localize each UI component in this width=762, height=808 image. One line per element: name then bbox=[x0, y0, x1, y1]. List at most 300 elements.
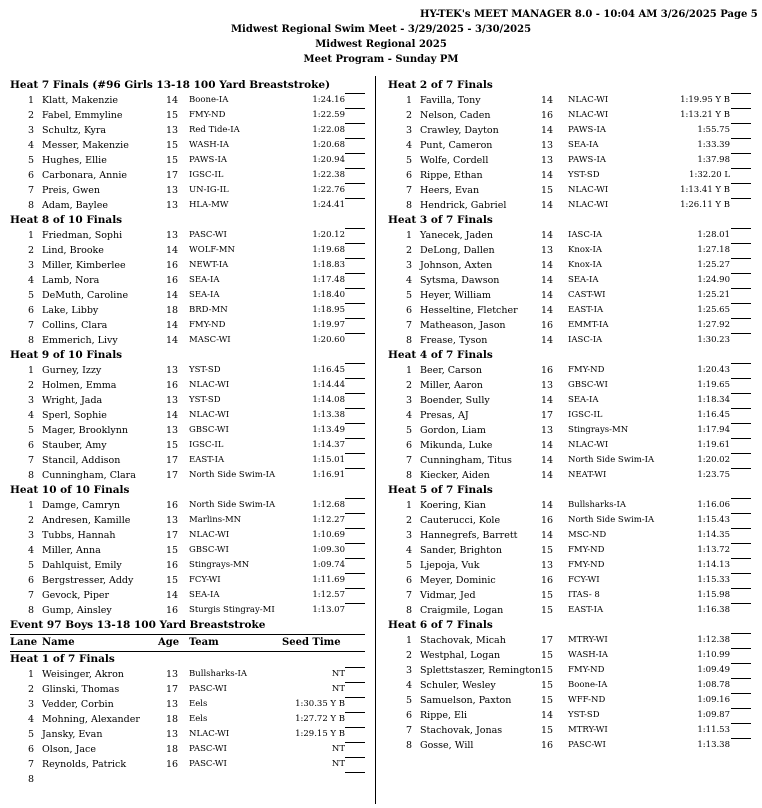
team-name: North Side Swim-IA bbox=[189, 500, 276, 510]
lane-number: 5 bbox=[27, 425, 34, 436]
heat-header: Heat 2 of 7 Finals bbox=[388, 79, 493, 91]
team-name: FMY-ND bbox=[568, 560, 605, 570]
team-name: North Side Swim-IA bbox=[189, 470, 276, 480]
seed-time: 1:13.41 Y B bbox=[680, 185, 730, 195]
lane-number: 5 bbox=[27, 560, 34, 571]
swimmer-name: Schultz, Kyra bbox=[42, 125, 107, 136]
swimmer-name: Nelson, Caden bbox=[420, 110, 491, 121]
team-name: SEA-IA bbox=[568, 275, 599, 285]
result-blank-line bbox=[345, 468, 365, 469]
team-name: Marlins-MN bbox=[189, 515, 242, 525]
entry-row bbox=[10, 393, 365, 408]
result-blank-line bbox=[731, 498, 751, 499]
swimmer-age: 14 bbox=[540, 275, 554, 286]
lane-number: 1 bbox=[27, 230, 34, 241]
result-blank-line bbox=[731, 708, 751, 709]
team-name: BRD-MN bbox=[189, 305, 228, 315]
entry-row bbox=[10, 243, 365, 258]
result-blank-line bbox=[345, 318, 365, 319]
entry-row bbox=[10, 183, 365, 198]
entry-row bbox=[10, 712, 365, 727]
team-name: FMY-ND bbox=[568, 665, 605, 675]
swimmer-age: 13 bbox=[165, 125, 179, 136]
entry-row bbox=[388, 153, 753, 168]
entry-row bbox=[388, 468, 753, 483]
swimmer-name: Cauterucci, Kole bbox=[420, 515, 501, 526]
result-blank-line bbox=[731, 603, 751, 604]
seed-time: 1:15.01 bbox=[312, 455, 345, 465]
entry-row bbox=[388, 288, 753, 303]
swimmer-age: 14 bbox=[540, 125, 554, 136]
lane-number: 4 bbox=[27, 140, 34, 151]
swimmer-age: 16 bbox=[540, 515, 554, 526]
entry-row bbox=[10, 318, 365, 333]
swimmer-age: 14 bbox=[540, 440, 554, 451]
result-blank-line bbox=[345, 498, 365, 499]
swimmer-name: Carbonara, Annie bbox=[42, 170, 128, 181]
lane-number: 7 bbox=[405, 185, 412, 196]
team-name: PASC-WI bbox=[189, 744, 227, 754]
team-name: YST-SD bbox=[568, 710, 600, 720]
swimmer-age: 14 bbox=[540, 230, 554, 241]
result-blank-line bbox=[731, 288, 751, 289]
seed-time: 1:27.72 Y B bbox=[295, 714, 345, 724]
seed-time: 1:19.61 bbox=[697, 440, 730, 450]
entry-row bbox=[388, 723, 753, 738]
result-blank-line bbox=[731, 393, 751, 394]
lane-number: 1 bbox=[405, 500, 412, 511]
team-name: NLAC-WI bbox=[189, 530, 230, 540]
entry-row bbox=[10, 742, 365, 757]
entry-row bbox=[10, 697, 365, 712]
entry-row bbox=[388, 183, 753, 198]
lane-number: 6 bbox=[405, 170, 412, 181]
team-name: YST-SD bbox=[568, 170, 600, 180]
team-name: Stingrays-MN bbox=[568, 425, 629, 435]
seed-time: 1:12.27 bbox=[312, 515, 345, 525]
team-name: IGSC-IL bbox=[568, 410, 603, 420]
swimmer-name: Ljepoja, Vuk bbox=[420, 560, 480, 571]
seed-time: 1:24.16 bbox=[312, 95, 345, 105]
team-name: WASH-IA bbox=[189, 140, 230, 150]
swimmer-name: Jansky, Evan bbox=[42, 729, 103, 740]
result-blank-line bbox=[731, 273, 751, 274]
result-blank-line bbox=[731, 153, 751, 154]
lane-number: 3 bbox=[405, 530, 412, 541]
team-name: IGSC-IL bbox=[189, 440, 224, 450]
result-blank-line bbox=[345, 258, 365, 259]
column-header-row bbox=[10, 635, 365, 650]
lane-number: 7 bbox=[405, 590, 412, 601]
lane-number: 4 bbox=[405, 140, 412, 151]
team-name: ITAS- 8 bbox=[568, 590, 600, 600]
seed-time: 1:32.20 L bbox=[689, 170, 730, 180]
entry-row bbox=[10, 543, 365, 558]
result-blank-line bbox=[345, 273, 365, 274]
entry-row bbox=[10, 378, 365, 393]
swimmer-age: 13 bbox=[165, 425, 179, 436]
seed-time: 1:20.12 bbox=[312, 230, 345, 240]
seed-time: 1:30.35 Y B bbox=[295, 699, 345, 709]
seed-time: NT bbox=[331, 669, 345, 679]
swimmer-age: 14 bbox=[165, 95, 179, 106]
swimmer-name: Preis, Gwen bbox=[42, 185, 100, 196]
swimmer-age: 14 bbox=[165, 290, 179, 301]
swimmer-name: Sytsma, Dawson bbox=[420, 275, 500, 286]
entry-row bbox=[388, 738, 753, 753]
column-header-name: Name bbox=[42, 637, 75, 648]
swimmer-age: 17 bbox=[165, 470, 179, 481]
swimmer-age: 15 bbox=[540, 665, 554, 676]
lane-number: 1 bbox=[27, 365, 34, 376]
swimmer-name: Kiecker, Aiden bbox=[420, 470, 490, 481]
swimmer-name: Frease, Tyson bbox=[420, 335, 488, 346]
swimmer-name: Cunningham, Clara bbox=[42, 470, 136, 481]
entry-row bbox=[10, 258, 365, 273]
result-blank-line bbox=[345, 423, 365, 424]
column-divider bbox=[375, 76, 376, 804]
swimmer-age: 16 bbox=[165, 500, 179, 511]
lane-number: 5 bbox=[405, 290, 412, 301]
swimmer-age: 13 bbox=[165, 729, 179, 740]
seed-time: 1:20.68 bbox=[312, 140, 345, 150]
team-name: IASC-IA bbox=[568, 230, 603, 240]
seed-time: 1:14.44 bbox=[312, 380, 345, 390]
lane-number: 5 bbox=[27, 290, 34, 301]
swimmer-name: Miller, Anna bbox=[42, 545, 101, 556]
seed-time: 1:12.38 bbox=[697, 635, 730, 645]
swimmer-age: 15 bbox=[540, 695, 554, 706]
team-name: Boone-IA bbox=[568, 680, 608, 690]
result-blank-line bbox=[345, 288, 365, 289]
heat-header: Heat 9 of 10 Finals bbox=[10, 349, 123, 361]
result-blank-line bbox=[731, 723, 751, 724]
heat-header: Heat 8 of 10 Finals bbox=[10, 214, 123, 226]
team-name: EAST-IA bbox=[189, 455, 225, 465]
lane-number: 2 bbox=[405, 110, 412, 121]
team-name: EMMT-IA bbox=[568, 320, 609, 330]
swimmer-name: Dahlquist, Emily bbox=[42, 560, 122, 571]
swimmer-name: Yanecek, Jaden bbox=[420, 230, 493, 241]
swimmer-name: Favilla, Tony bbox=[420, 95, 481, 106]
entry-row bbox=[10, 682, 365, 697]
swimmer-age: 17 bbox=[540, 410, 554, 421]
swimmer-age: 15 bbox=[540, 185, 554, 196]
swimmer-age: 14 bbox=[540, 290, 554, 301]
team-name: NLAC-WI bbox=[568, 185, 609, 195]
entry-row bbox=[388, 648, 753, 663]
swimmer-age: 16 bbox=[540, 575, 554, 586]
entry-row bbox=[10, 288, 365, 303]
team-name: FCY-WI bbox=[568, 575, 600, 585]
swimmer-name: Sander, Brighton bbox=[420, 545, 502, 556]
entry-row bbox=[10, 757, 365, 772]
seed-time: 1:19.65 bbox=[697, 380, 730, 390]
swimmer-age: 14 bbox=[540, 500, 554, 511]
program-title: Meet Program - Sunday PM bbox=[303, 54, 459, 65]
swimmer-name: Miller, Aaron bbox=[420, 380, 483, 391]
entry-row bbox=[388, 168, 753, 183]
swimmer-name: Matheason, Jason bbox=[420, 320, 506, 331]
result-blank-line bbox=[345, 682, 365, 683]
swimmer-name: Samuelson, Paxton bbox=[420, 695, 512, 706]
lane-number: 3 bbox=[27, 395, 34, 406]
result-blank-line bbox=[345, 138, 365, 139]
swimmer-age: 13 bbox=[540, 245, 554, 256]
swimmer-name: Mager, Brooklynn bbox=[42, 425, 128, 436]
result-blank-line bbox=[731, 738, 751, 739]
seed-time: 1:25.21 bbox=[697, 290, 730, 300]
swimmer-age: 15 bbox=[540, 605, 554, 616]
result-blank-line bbox=[731, 558, 751, 559]
swimmer-age: 18 bbox=[165, 714, 179, 725]
swimmer-name: DeLong, Dallen bbox=[420, 245, 495, 256]
seed-time: NT bbox=[331, 759, 345, 769]
entry-row bbox=[10, 772, 365, 787]
entry-row bbox=[10, 93, 365, 108]
seed-time: 1:27.18 bbox=[697, 245, 730, 255]
swimmer-name: Schuler, Wesley bbox=[420, 680, 496, 691]
swimmer-age: 14 bbox=[540, 710, 554, 721]
lane-number: 4 bbox=[405, 275, 412, 286]
swimmer-age: 14 bbox=[540, 395, 554, 406]
seed-time: 1:12.68 bbox=[312, 500, 345, 510]
seed-time: 1:22.59 bbox=[312, 110, 345, 120]
swimmer-age: 15 bbox=[165, 440, 179, 451]
swimmer-age: 16 bbox=[540, 110, 554, 121]
lane-number: 4 bbox=[405, 680, 412, 691]
swimmer-age: 14 bbox=[540, 530, 554, 541]
team-name: FCY-WI bbox=[189, 575, 221, 585]
lane-number: 8 bbox=[405, 200, 412, 211]
column-header-age: Age bbox=[158, 637, 180, 648]
seed-time: 1:09.49 bbox=[697, 665, 730, 675]
result-blank-line bbox=[345, 742, 365, 743]
swimmer-name: Emmerich, Livy bbox=[42, 335, 118, 346]
swimmer-name: Lind, Brooke bbox=[42, 245, 104, 256]
swimmer-age: 15 bbox=[540, 725, 554, 736]
seed-time: 1:18.95 bbox=[312, 305, 345, 315]
result-blank-line bbox=[345, 757, 365, 758]
entry-row bbox=[388, 318, 753, 333]
entry-row bbox=[10, 273, 365, 288]
team-name: MASC-WI bbox=[189, 335, 231, 345]
swimmer-name: Meyer, Dominic bbox=[420, 575, 496, 586]
seed-time: 1:33.39 bbox=[697, 140, 730, 150]
team-name: Red Tide-IA bbox=[189, 125, 240, 135]
swimmer-name: Stachovak, Micah bbox=[420, 635, 506, 646]
seed-time: 1:20.43 bbox=[697, 365, 730, 375]
swimmer-name: Sperl, Sophie bbox=[42, 410, 107, 421]
entry-row bbox=[388, 423, 753, 438]
meet-title: Midwest Regional Swim Meet - 3/29/2025 - 3/30/2025 bbox=[230, 24, 532, 35]
seed-time: 1:14.35 bbox=[697, 530, 730, 540]
lane-number: 5 bbox=[405, 560, 412, 571]
swimmer-age: 13 bbox=[165, 185, 179, 196]
result-blank-line bbox=[731, 408, 751, 409]
seed-time: 1:19.68 bbox=[312, 245, 345, 255]
team-name: GBSC-WI bbox=[189, 545, 229, 555]
team-name: North Side Swim-IA bbox=[568, 515, 655, 525]
seed-time: 1:37.98 bbox=[697, 155, 730, 165]
result-blank-line bbox=[731, 183, 751, 184]
seed-time: 1:09.16 bbox=[697, 695, 730, 705]
swimmer-name: Westphal, Logan bbox=[420, 650, 501, 661]
swimmer-name: Andresen, Kamille bbox=[42, 515, 131, 526]
seed-time: 1:20.94 bbox=[312, 155, 345, 165]
result-blank-line bbox=[345, 303, 365, 304]
swimmer-age: 15 bbox=[165, 155, 179, 166]
entry-row bbox=[10, 468, 365, 483]
lane-number: 4 bbox=[405, 410, 412, 421]
swimmer-name: Stachovak, Jonas bbox=[420, 725, 503, 736]
result-blank-line bbox=[731, 543, 751, 544]
seed-time: 1:13.38 bbox=[697, 740, 730, 750]
swimmer-age: 13 bbox=[165, 230, 179, 241]
result-blank-line bbox=[345, 378, 365, 379]
entry-row bbox=[388, 633, 753, 648]
team-name: Eels bbox=[189, 714, 208, 724]
team-name: MTRY-WI bbox=[568, 635, 608, 645]
lane-number: 2 bbox=[27, 515, 34, 526]
swimmer-name: Gordon, Liam bbox=[420, 425, 486, 436]
lane-number: 6 bbox=[405, 440, 412, 451]
swimmer-name: Hughes, Ellie bbox=[42, 155, 107, 166]
entry-row bbox=[10, 667, 365, 682]
entry-row bbox=[10, 453, 365, 468]
swimmer-age: 14 bbox=[540, 305, 554, 316]
swimmer-name: Tubbs, Hannah bbox=[42, 530, 116, 541]
result-blank-line bbox=[345, 363, 365, 364]
seed-time: 1:27.92 bbox=[697, 320, 730, 330]
swimmer-age: 16 bbox=[540, 320, 554, 331]
lane-number: 3 bbox=[405, 260, 412, 271]
swimmer-name: Weisinger, Akron bbox=[42, 669, 124, 680]
result-blank-line bbox=[731, 528, 751, 529]
seed-time: 1:15.98 bbox=[697, 590, 730, 600]
swimmer-age: 13 bbox=[165, 365, 179, 376]
lane-number: 2 bbox=[405, 380, 412, 391]
swimmer-name: Rippe, Ethan bbox=[420, 170, 483, 181]
team-name: Stingrays-MN bbox=[189, 560, 250, 570]
team-name: NLAC-WI bbox=[568, 200, 609, 210]
swimmer-name: Wright, Jada bbox=[42, 395, 103, 406]
lane-number: 1 bbox=[27, 500, 34, 511]
seed-time: 1:13.07 bbox=[312, 605, 345, 615]
entry-row bbox=[10, 423, 365, 438]
seed-time: 1:16.45 bbox=[312, 365, 345, 375]
swimmer-age: 16 bbox=[540, 740, 554, 751]
lane-number: 2 bbox=[405, 245, 412, 256]
result-blank-line bbox=[731, 93, 751, 94]
team-name: WFF-ND bbox=[568, 695, 606, 705]
lane-number: 7 bbox=[27, 455, 34, 466]
entry-row bbox=[388, 588, 753, 603]
lane-number: 4 bbox=[405, 545, 412, 556]
team-name: North Side Swim-IA bbox=[568, 455, 655, 465]
swimmer-age: 18 bbox=[165, 305, 179, 316]
result-blank-line bbox=[731, 318, 751, 319]
lane-number: 6 bbox=[27, 575, 34, 586]
lane-number: 5 bbox=[405, 425, 412, 436]
result-blank-line bbox=[345, 393, 365, 394]
left-column bbox=[10, 78, 365, 787]
entry-row bbox=[388, 123, 753, 138]
result-blank-line bbox=[731, 243, 751, 244]
result-blank-line bbox=[731, 573, 751, 574]
entry-row bbox=[388, 453, 753, 468]
result-blank-line bbox=[345, 712, 365, 713]
swimmer-name: Hannegrefs, Barrett bbox=[420, 530, 518, 541]
software-header: HY-TEK's MEET MANAGER 8.0 - 10:04 AM 3/26/2025 Page 5 bbox=[420, 9, 758, 20]
entry-row bbox=[10, 573, 365, 588]
result-blank-line bbox=[731, 228, 751, 229]
column-header-team: Team bbox=[189, 637, 219, 648]
lane-number: 6 bbox=[27, 305, 34, 316]
team-name: NLAC-WI bbox=[568, 110, 609, 120]
lane-number: 5 bbox=[27, 155, 34, 166]
swimmer-name: Damge, Camryn bbox=[42, 500, 120, 511]
entry-row bbox=[10, 363, 365, 378]
lane-number: 6 bbox=[27, 440, 34, 451]
event-title: Event 97 Boys 13-18 100 Yard Breaststroke bbox=[10, 619, 266, 631]
lane-number: 8 bbox=[27, 605, 34, 616]
team-name: FMY-ND bbox=[568, 365, 605, 375]
result-blank-line bbox=[345, 228, 365, 229]
lane-number: 2 bbox=[405, 650, 412, 661]
result-blank-line bbox=[731, 588, 751, 589]
swimmer-age: 14 bbox=[540, 200, 554, 211]
seed-time: 1:22.08 bbox=[312, 125, 345, 135]
seed-time: 1:14.13 bbox=[697, 560, 730, 570]
seed-time: NT bbox=[331, 684, 345, 694]
lane-number: 1 bbox=[405, 95, 412, 106]
entry-row bbox=[10, 333, 365, 348]
seed-time: 1:15.43 bbox=[697, 515, 730, 525]
entry-row bbox=[388, 258, 753, 273]
seed-time: 1:17.48 bbox=[312, 275, 345, 285]
heat-header: Heat 7 Finals (#96 Girls 13-18 100 Yard Breaststroke) bbox=[10, 79, 331, 91]
team-name: FMY-ND bbox=[189, 320, 226, 330]
seed-time: NT bbox=[331, 744, 345, 754]
heat-header: Heat 10 of 10 Finals bbox=[10, 484, 130, 496]
entry-row bbox=[10, 603, 365, 618]
team-name: PASC-WI bbox=[568, 740, 606, 750]
team-name: Bullsharks-IA bbox=[568, 500, 627, 510]
entry-row bbox=[388, 228, 753, 243]
lane-number: 1 bbox=[27, 669, 34, 680]
lane-number: 4 bbox=[27, 275, 34, 286]
swimmer-name: Craigmile, Logan bbox=[420, 605, 504, 616]
seed-time: 1:12.57 bbox=[312, 590, 345, 600]
seed-time: 1:13.21 Y B bbox=[680, 110, 730, 120]
seed-time: 1:09.87 bbox=[697, 710, 730, 720]
swimmer-name: Rippe, Eli bbox=[420, 710, 468, 721]
entry-row bbox=[388, 558, 753, 573]
team-name: SEA-IA bbox=[568, 395, 599, 405]
swimmer-age: 14 bbox=[165, 590, 179, 601]
swimmer-age: 16 bbox=[165, 380, 179, 391]
swimmer-age: 18 bbox=[165, 744, 179, 755]
result-blank-line bbox=[345, 168, 365, 169]
team-name: SEA-IA bbox=[568, 140, 599, 150]
entry-row bbox=[10, 528, 365, 543]
team-name: NLAC-WI bbox=[189, 729, 230, 739]
lane-number: 7 bbox=[27, 320, 34, 331]
lane-number: 6 bbox=[405, 575, 412, 586]
swimmer-name: Miller, Kimberlee bbox=[42, 260, 126, 271]
seed-time: 1:13.72 bbox=[697, 545, 730, 555]
